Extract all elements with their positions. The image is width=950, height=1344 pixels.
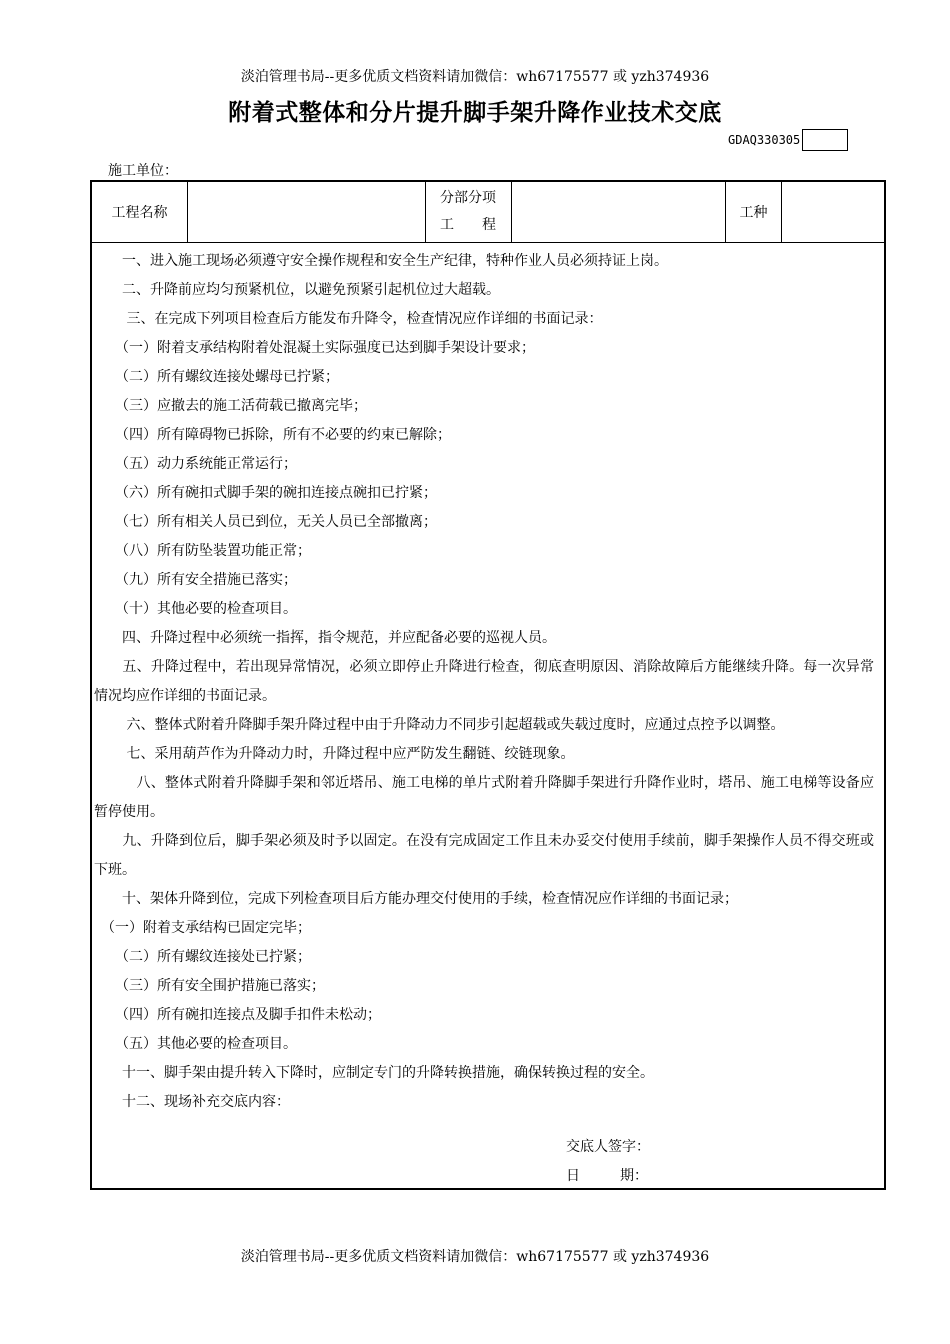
construction-unit-label: 施工单位： [108, 163, 178, 179]
sub-project-label [426, 182, 512, 242]
content-line: （二）所有螺纹连接处已拧紧； [94, 949, 311, 965]
content-line: （四）所有障碍物已拆除，所有不必要的约束已解除； [94, 427, 451, 443]
doc-code-suffix-box[interactable] [802, 129, 848, 151]
info-row [92, 182, 884, 243]
doc-code: GDAQ330305 [728, 133, 801, 147]
date-label-part2: 期： [620, 1168, 648, 1184]
content-line: （五）其他必要的检查项目。 [94, 1036, 297, 1052]
content-line: （三）所有安全围护措施已落实； [94, 978, 325, 994]
content-line: 七、采用葫芦作为升降动力时，升降过程中应严防发生翻链、绞链现象。 [94, 746, 575, 762]
content-line: （三）应撤去的施工活荷载已撤离完毕； [94, 398, 367, 414]
sub-project-field[interactable] [512, 182, 726, 242]
content-line: （一）附着支承结构附着处混凝土实际强度已达到脚手架设计要求； [94, 340, 535, 356]
content-paragraph: 九、升降到位后，脚手架必须及时予以固定。在没有完成固定工作且未办妥交付使用手续前，脚手架操作人员不得交班或下班。 [94, 833, 874, 878]
content-paragraph: 六、整体式附着升降脚手架升降过程中由于升降动力不同步引起超载或失载过度时，应通过点控予以调整。 [94, 717, 785, 733]
content-line: （八）所有防坠装置功能正常； [94, 543, 311, 559]
sub-project-label-line2: 工 程 [440, 217, 496, 233]
date-label [566, 1165, 648, 1185]
content-line: 三、在完成下列项目检查后方能发布升降令，检查情况应作详细的书面记录： [94, 311, 603, 327]
content-line: 二、升降前应均匀预紧机位，以避免预紧引起机位过大超载。 [94, 282, 500, 298]
header-watermark-note: 淡泊管理书局--更多优质文档资料请加微信：wh67175577 或 yzh374936 [240, 69, 710, 85]
content-line: 十一、脚手架由提升转入下降时，应制定专门的升降转换措施，确保转换过程的安全。 [94, 1065, 654, 1081]
content-line: （四）所有碗扣连接点及脚手扣件未松动； [94, 1007, 381, 1023]
date-label-part1: 日 [566, 1168, 580, 1184]
content-line: （六）所有碗扣式脚手架的碗扣连接点碗扣已拧紧； [94, 485, 437, 501]
project-name-label: 工程名称 [92, 182, 188, 242]
project-name-field[interactable] [188, 182, 426, 242]
content-line: （五）动力系统能正常运行； [94, 456, 297, 472]
trade-field[interactable] [782, 182, 884, 242]
content-line: （十）其他必要的检查项目。 [94, 601, 297, 617]
footer-watermark-note: 淡泊管理书局--更多优质文档资料请加微信：wh67175577 或 yzh374936 [240, 1249, 710, 1265]
content-line: 一、进入施工现场必须遵守安全操作规程和安全生产纪律，特种作业人员必须持证上岗。 [94, 253, 668, 269]
content-paragraph: 五、升降过程中，若出现异常情况，必须立即停止升降进行检查，彻底查明原因、消除故障后方能继续升降。每一次异常情况均应作详细的书面记录。 [94, 659, 874, 704]
content-line: （一）附着支承结构已固定完毕； [94, 920, 311, 936]
document-title: 附着式整体和分片提升脚手架升降作业技术交底 [228, 100, 722, 126]
sub-project-label-line1: 分部分项 [440, 190, 496, 206]
content-line: 十二、现场补充交底内容： [94, 1094, 290, 1110]
disclosure-content [92, 243, 884, 1117]
content-line: （九）所有安全措施已落实； [94, 572, 297, 588]
content-paragraph: 八、整体式附着升降脚手架和邻近塔吊、施工电梯的单片式附着升降脚手架进行升降作业时，塔吊、施工电梯等设备应暂停使用。 [94, 775, 874, 820]
presenter-signature-label: 交底人签字： [566, 1139, 650, 1155]
content-line: 十、架体升降到位，完成下列检查项目后方能办理交付使用的手续，检查情况应作详细的书面记录； [94, 891, 738, 907]
content-line: 四、升降过程中必须统一指挥，指令规范，并应配备必要的巡视人员。 [94, 630, 556, 646]
content-line: （七）所有相关人员已到位，无关人员已全部撤离； [94, 514, 437, 530]
content-line: （二）所有螺纹连接处螺母已拧紧； [94, 369, 339, 385]
disclosure-table [90, 180, 886, 1190]
doc-code-group [728, 129, 848, 151]
trade-label: 工种 [726, 182, 782, 242]
